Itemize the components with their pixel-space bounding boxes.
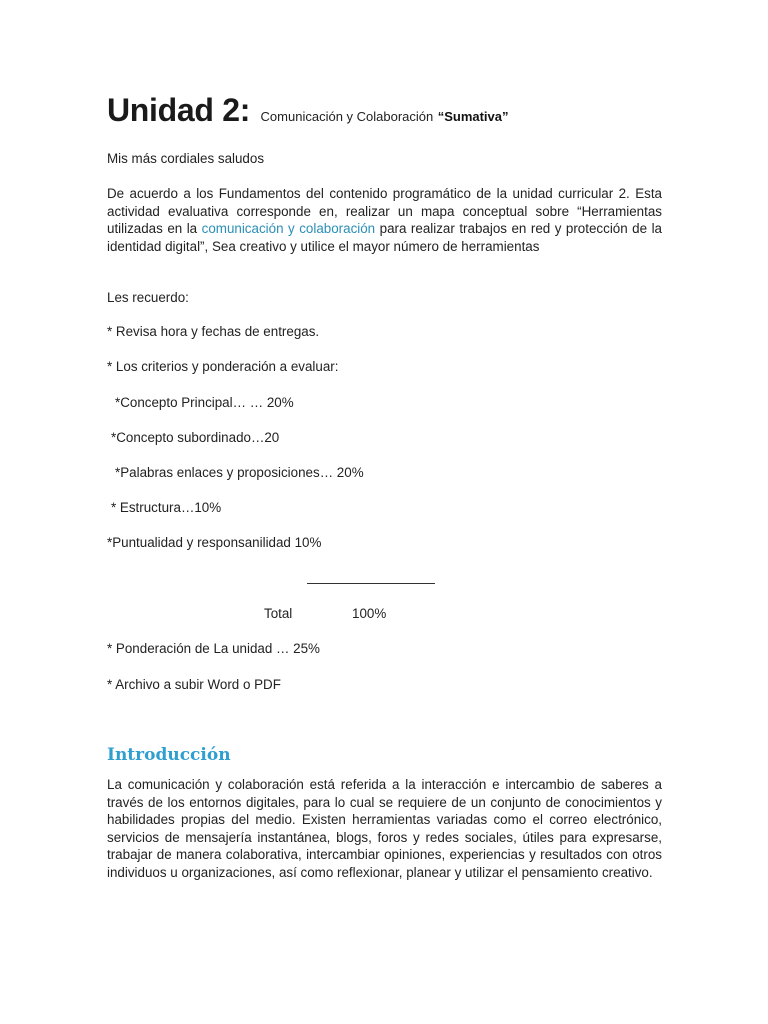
criterion-punctuality: *Puntualidad y responsanilidad 10% [107, 535, 322, 550]
total-label: Total [264, 606, 293, 621]
total-rule [307, 583, 435, 584]
criterion-main-concept: *Concepto Principal… … 20% [115, 395, 294, 410]
section-heading: Introducción [107, 745, 231, 765]
item-file-format: * Archivo a subir Word o PDF [107, 677, 281, 692]
title-subtitle: Comunicación y Colaboración [260, 109, 434, 124]
item-criteria: * Los criterios y ponderación a evaluar: [107, 359, 339, 374]
page-title [107, 92, 509, 129]
reminder-label: Les recuerdo: [107, 290, 189, 305]
title-emphasis: “Sumativa” [437, 109, 509, 124]
criterion-link-words: *Palabras enlaces y proposiciones… 20% [115, 465, 364, 480]
intro-text-before: De acuerdo a los Fundamentos del contenido programático de la unidad curricular 2. Esta actividad evaluativa corresponde en, realizar un mapa conceptual sobre “Herramientas utilizadas en la [107, 186, 662, 236]
total-value: 100% [352, 606, 387, 621]
greeting: Mis más cordiales saludos [107, 151, 265, 166]
item-check-dates: * Revisa hora y fechas de entregas. [107, 324, 320, 339]
item-unit-weight: * Ponderación de La unidad … 25% [107, 641, 320, 656]
title-unit: Unidad 2: [107, 92, 251, 128]
intro-text-after: para realizar trabajos en red y protección de la identidad digital”, Sea creativo y utilice el mayor número de herramientas [107, 221, 662, 254]
criterion-sub-concept: *Concepto subordinado…20 [111, 430, 280, 445]
section-body: La comunicación y colaboración está referida a la interacción e intercambio de saberes a través de los entornos digitales, para lo cual se requiere de un conjunto de conocimientos y habilidades propias del medio. Existen herramientas variadas como el correo electrónico, servicios de mensajería instantánea, blogs, foros y redes sociales, útiles para expresarse, trabajar de manera colaborativa, intercambiar opiniones, experiencias y resultados con otros individuos u organizaciones, así como reflexionar, planear y utilizar el pensamiento creativo. [107, 777, 662, 880]
intro-paragraph [107, 185, 662, 255]
criterion-structure: * Estructura…10% [111, 500, 222, 515]
topic-link[interactable]: comunicación y colaboración [201, 221, 376, 236]
